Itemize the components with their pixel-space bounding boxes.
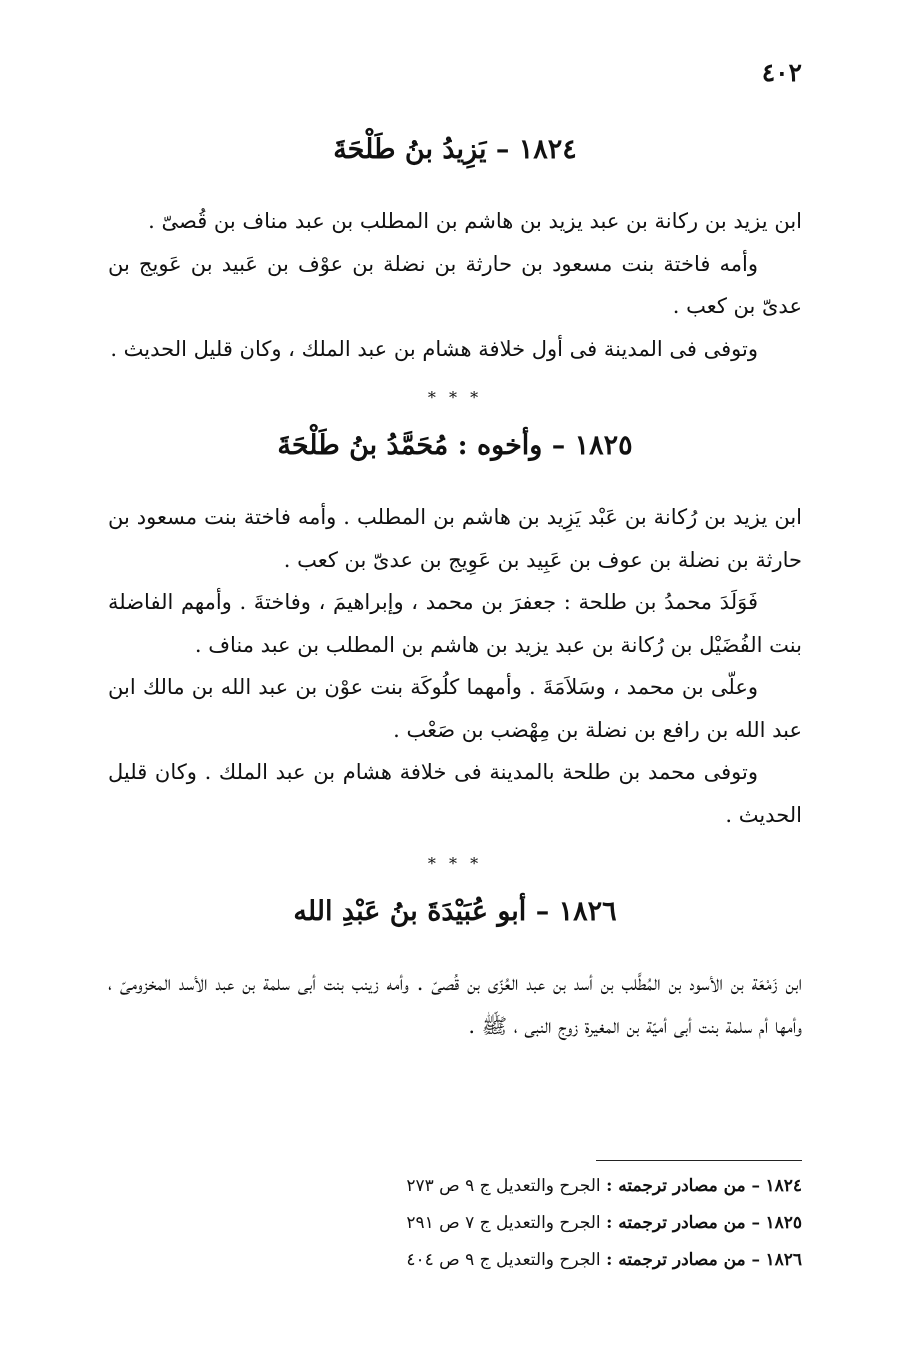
- page-number: ٤٠٢: [761, 58, 802, 87]
- entry-paragraph: فَوَلَدَ محمدُ بن طلحة : جعفرَ بن محمد ، وإبراهيمَ ، وفاختةَ . وأمهم الفاضلة بنت الفُضَيْل بن رُكانة بن عبد يزيد بن هاشم بن المطلب بن عبد مناف .: [108, 590, 802, 657]
- biography-entry: [108, 424, 802, 836]
- footnote: [300, 1205, 802, 1242]
- entry-paragraph: وعلّى بن محمد ، وسَلاَمَةَ . وأمهما كلُوكَة بنت عوْن بن عبد الله بن مالك ابن عبد الله بن رافع بن نضلة بن مِهْضب بن صَعْب .: [108, 675, 802, 742]
- entry-paragraph: ابن زَمْعَة بن الأسود بن المُطَّلب بن أسد بن عبد العُزّى بن قُصىّ . وأمه زينب بنت أبى سلمة بن عبد الأسد المخزومىّ ، وأمها أم سلمة بنت أبى أميّة بن المغيرة زوج النبى ، ﷺ .: [108, 971, 802, 1038]
- entry-paragraph: وتوفى محمد بن طلحة بالمدينة فى خلافة هشام بن عبد الملك . وكان قليل الحديث .: [108, 760, 802, 827]
- biography-entry: [108, 890, 802, 1047]
- footnote: [300, 1168, 802, 1205]
- entry-paragraph: ابن يزيد بن رُكانة بن عَبْد يَزِيد بن هاشم بن المطلب . وأمه فاختة بنت مسعود بن حارثة بن نضلة بن عوف بن عَبِيد بن عَوِيج بن عدىّ بن كعب .: [108, 505, 802, 572]
- footnote-number: ١٨٢٦: [765, 1250, 802, 1270]
- footnote-source: الجرح والتعديل ج ٩ ص ٤٠٤: [406, 1250, 601, 1270]
- footnote-source: الجرح والتعديل ج ٧ ص ٢٩١: [406, 1213, 601, 1233]
- footnote-label: – من مصادر ترجمته :: [606, 1176, 761, 1196]
- section-separator: * * *: [427, 854, 483, 873]
- footnote-number: ١٨٢٥: [765, 1213, 802, 1233]
- entry-title: ١٨٢٥ – وأخوه : مُحَمَّدُ بنُ طَلْحَةَ: [277, 430, 633, 461]
- main-text-column: [108, 128, 802, 1047]
- footnote: [300, 1242, 802, 1279]
- footnote-label: – من مصادر ترجمته :: [606, 1250, 761, 1270]
- footnote-divider: [596, 1160, 802, 1161]
- footnote-number: ١٨٢٤: [765, 1176, 802, 1196]
- footnote-label: – من مصادر ترجمته :: [606, 1213, 761, 1233]
- footnote-source: الجرح والتعديل ج ٩ ص ٢٧٣: [406, 1176, 601, 1196]
- section-separator: * * *: [427, 388, 483, 407]
- entry-title: ١٨٢٦ – أبو عُبَيْدَةَ بنُ عَبْدِ الله: [293, 896, 617, 927]
- entry-title: ١٨٢٤ – يَزِيدُ بنُ طَلْحَةَ: [333, 134, 577, 165]
- footnotes: [300, 1168, 802, 1279]
- biography-entry: [108, 128, 802, 370]
- entry-paragraph: وتوفى فى المدينة فى أول خلافة هشام بن عبد الملك ، وكان قليل الحديث .: [110, 336, 758, 361]
- entry-paragraph: ابن يزيد بن ركانة بن عبد يزيد بن هاشم بن المطلب بن عبد مناف بن قُصىّ .: [148, 209, 802, 233]
- entry-paragraph: وأمه فاختة بنت مسعود بن حارثة بن نضلة بن عوْف بن عَبيد بن عَويج بن عدىّ بن كعب .: [108, 251, 802, 318]
